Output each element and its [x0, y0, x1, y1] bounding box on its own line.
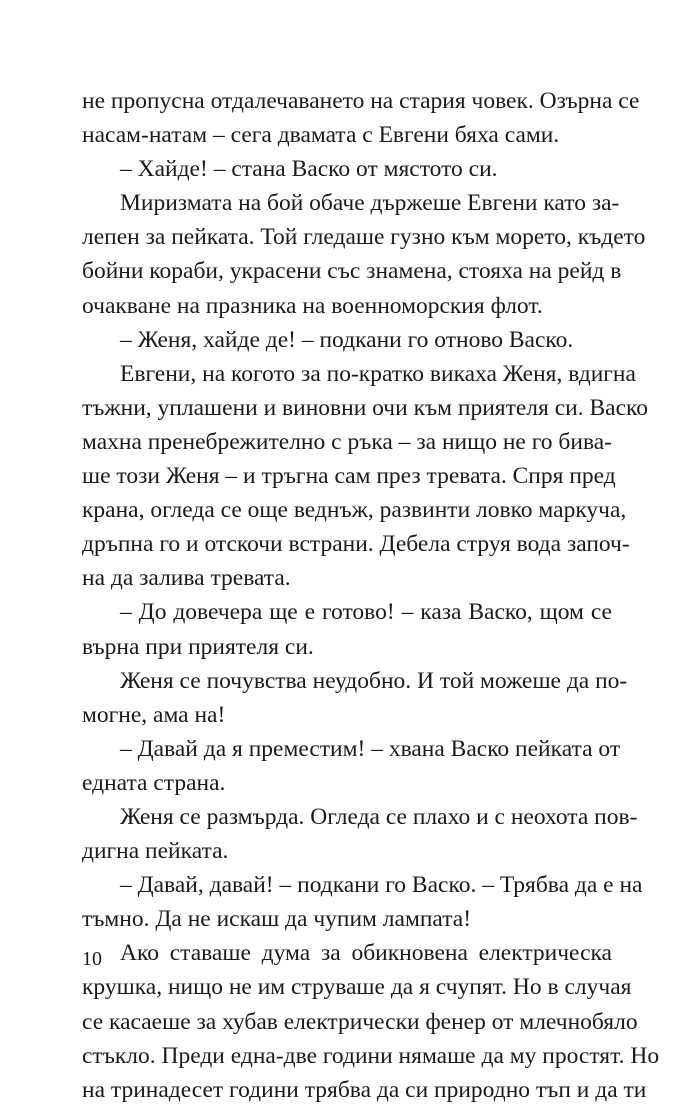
- text-line: Ако ставаше дума за обикновена електрическа: [120, 940, 612, 967]
- text-line: крушка, нищо не им струваше да я счупят. Но в случая: [82, 974, 632, 1001]
- text-line: се касаеше за хубав електрически фенер от млечнобяло: [82, 1008, 638, 1035]
- text-line: Миризмата на бой обаче държеше Евгени като за-: [120, 190, 620, 217]
- text-line: – Давай да я преместим! – хвана Васко пейката от: [120, 735, 621, 762]
- text-line: тъмно. Да не искаш да чупим лампата!: [82, 906, 472, 933]
- text-line: очакване на празника на военноморския флот.: [82, 292, 543, 319]
- text-line: махна пренебрежително с ръка – за нищо не го бива-: [82, 428, 612, 455]
- text-line: на да залива тревата.: [82, 565, 291, 592]
- body-text: [82, 84, 660, 1107]
- text-line: дръпна го и отскочи встрани. Дебела струя вода започ-: [82, 531, 630, 558]
- text-line: – До довечера ще е готово! – каза Васко, щом се: [120, 599, 612, 626]
- text-line: – Женя, хайде де! – подкани го отново Васко.: [120, 326, 574, 353]
- page-number: 10: [82, 948, 102, 970]
- text-line: Евгени, на когото за по-кратко викаха Женя, вдигна: [120, 360, 636, 387]
- text-line: на тринадесет години трябва да си природно тъп и да ти: [82, 1076, 647, 1103]
- text-line: лепен за пейката. Той гледаше гузно към морето, където: [82, 224, 646, 251]
- text-line: насам-натам – сега двамата с Евгени бяха сами.: [82, 122, 560, 149]
- text-line: ше този Женя – и тръгна сам през тревата. Спря пред: [82, 463, 616, 490]
- text-line: Женя се почувства неудобно. И той можеше да по-: [120, 667, 628, 694]
- text-line: не пропусна отдалечаването на стария човек. Озърна се: [82, 88, 640, 114]
- text-line: върна при приятеля си.: [82, 633, 314, 660]
- text-line: дигна пейката.: [82, 838, 229, 865]
- text-line: тъжни, уплашени и виновни очи към приятеля си. Васко: [82, 394, 648, 421]
- text-line: – Давай, давай! – подкани го Васко. – Трябва да е на: [120, 872, 643, 899]
- text-line: едната страна.: [82, 769, 226, 796]
- text-line: крана, огледа се още веднъж, развинти ловко маркуча,: [82, 497, 627, 524]
- text-line: стъкло. Преди една-две години нямаше да му простят. Но: [82, 1042, 660, 1069]
- text-line: Женя се размърда. Огледа се плахо и с неохота пов-: [120, 803, 638, 830]
- text-line: могне, ама на!: [82, 701, 226, 728]
- text-line: бойни кораби, украсени със знамена, стояха на рейд в: [82, 258, 622, 285]
- text-line: – Хайде! – стана Васко от мястото си.: [120, 156, 498, 183]
